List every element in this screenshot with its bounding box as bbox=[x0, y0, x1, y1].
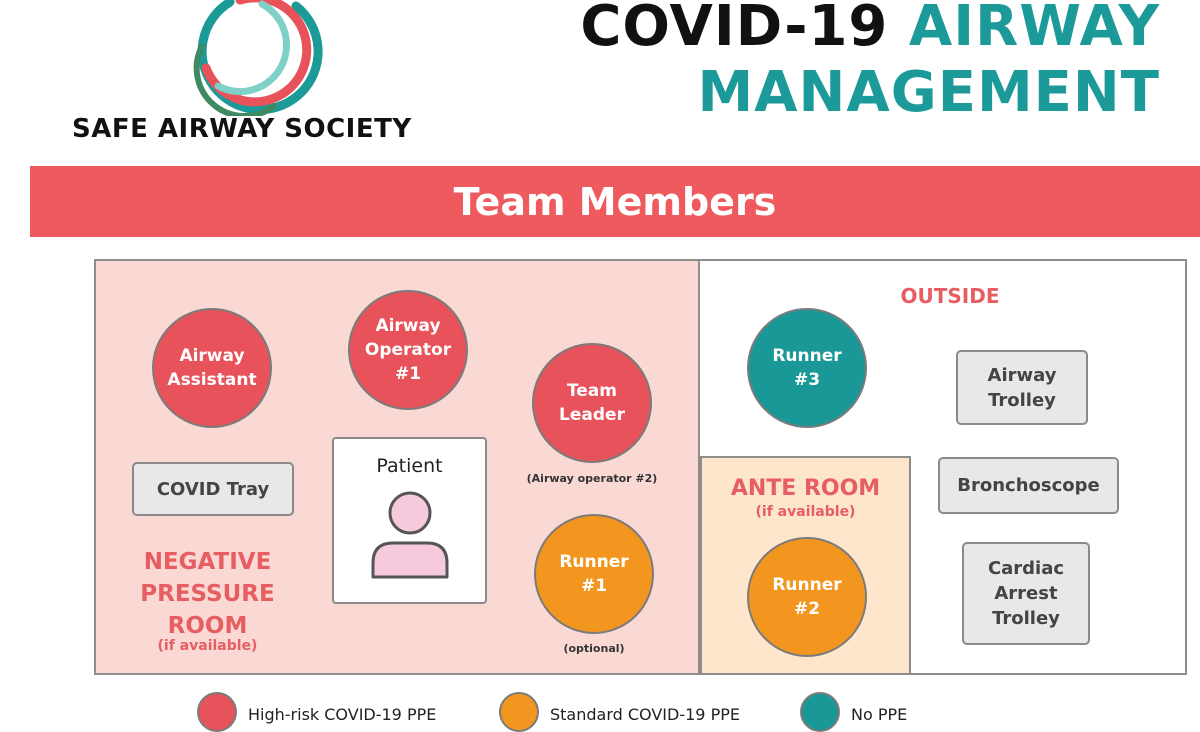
legend-high-risk-dot bbox=[197, 692, 237, 732]
patient-label: Patient bbox=[376, 455, 443, 477]
runner3-circle bbox=[747, 308, 867, 428]
runner2-label: Runner #2 bbox=[772, 575, 842, 619]
page-title bbox=[580, 0, 1160, 126]
ante-room-label: ANTE ROOM bbox=[730, 476, 881, 501]
society-name: SAFE AIRWAY SOCIETY bbox=[72, 114, 412, 144]
legend-no-ppe-dot bbox=[800, 692, 840, 732]
legend-standard-label: Standard COVID-19 PPE bbox=[550, 705, 740, 724]
airway-assistant-label: Airway Assistant bbox=[167, 346, 257, 390]
safe-airway-society-logo bbox=[178, 0, 328, 120]
runner3-label: Runner #3 bbox=[772, 346, 842, 390]
airway-assistant-circle bbox=[152, 308, 272, 428]
legend-no-ppe-label: No PPE bbox=[851, 705, 908, 724]
ante-room-sublabel: (if available) bbox=[755, 504, 856, 520]
patient-box bbox=[332, 437, 487, 604]
title-management: MANAGEMENT bbox=[697, 60, 1160, 125]
title-airway: AIRWAY bbox=[908, 0, 1160, 59]
team-members-banner: Team Members bbox=[30, 166, 1200, 237]
cardiac-arrest-trolley-box bbox=[962, 542, 1090, 645]
negative-room-label: NEGATIVE PRESSURE ROOM bbox=[140, 549, 275, 639]
negative-room-sublabel: (if available) bbox=[157, 638, 258, 654]
legend-high-risk-label: High-risk COVID-19 PPE bbox=[248, 705, 437, 724]
runner1-note: (optional) bbox=[563, 642, 625, 655]
runner1-label: Runner #1 bbox=[559, 552, 629, 596]
runner1-circle bbox=[534, 514, 654, 634]
team-leader-label: Team Leader bbox=[559, 381, 625, 425]
covid-tray-label: COVID Tray bbox=[156, 478, 270, 500]
person-icon bbox=[369, 489, 451, 584]
airway-trolley-box bbox=[956, 350, 1088, 425]
cardiac-arrest-trolley-label: Cardiac Arrest Trolley bbox=[987, 558, 1065, 629]
airway-operator-label: Airway Operator #1 bbox=[364, 316, 452, 384]
team-leader-note: (Airway operator #2) bbox=[526, 472, 658, 485]
airway-operator-circle bbox=[348, 290, 468, 410]
team-leader-circle bbox=[532, 343, 652, 463]
legend-standard-dot bbox=[499, 692, 539, 732]
runner2-circle bbox=[747, 537, 867, 657]
airway-trolley-label: Airway Trolley bbox=[987, 364, 1057, 411]
outside-label: OUTSIDE bbox=[900, 284, 1000, 308]
title-covid: COVID-19 bbox=[580, 0, 909, 59]
bronchoscope-label: Bronchoscope bbox=[957, 475, 1100, 496]
covid-tray-box bbox=[132, 462, 294, 516]
bronchoscope-box bbox=[938, 457, 1119, 514]
